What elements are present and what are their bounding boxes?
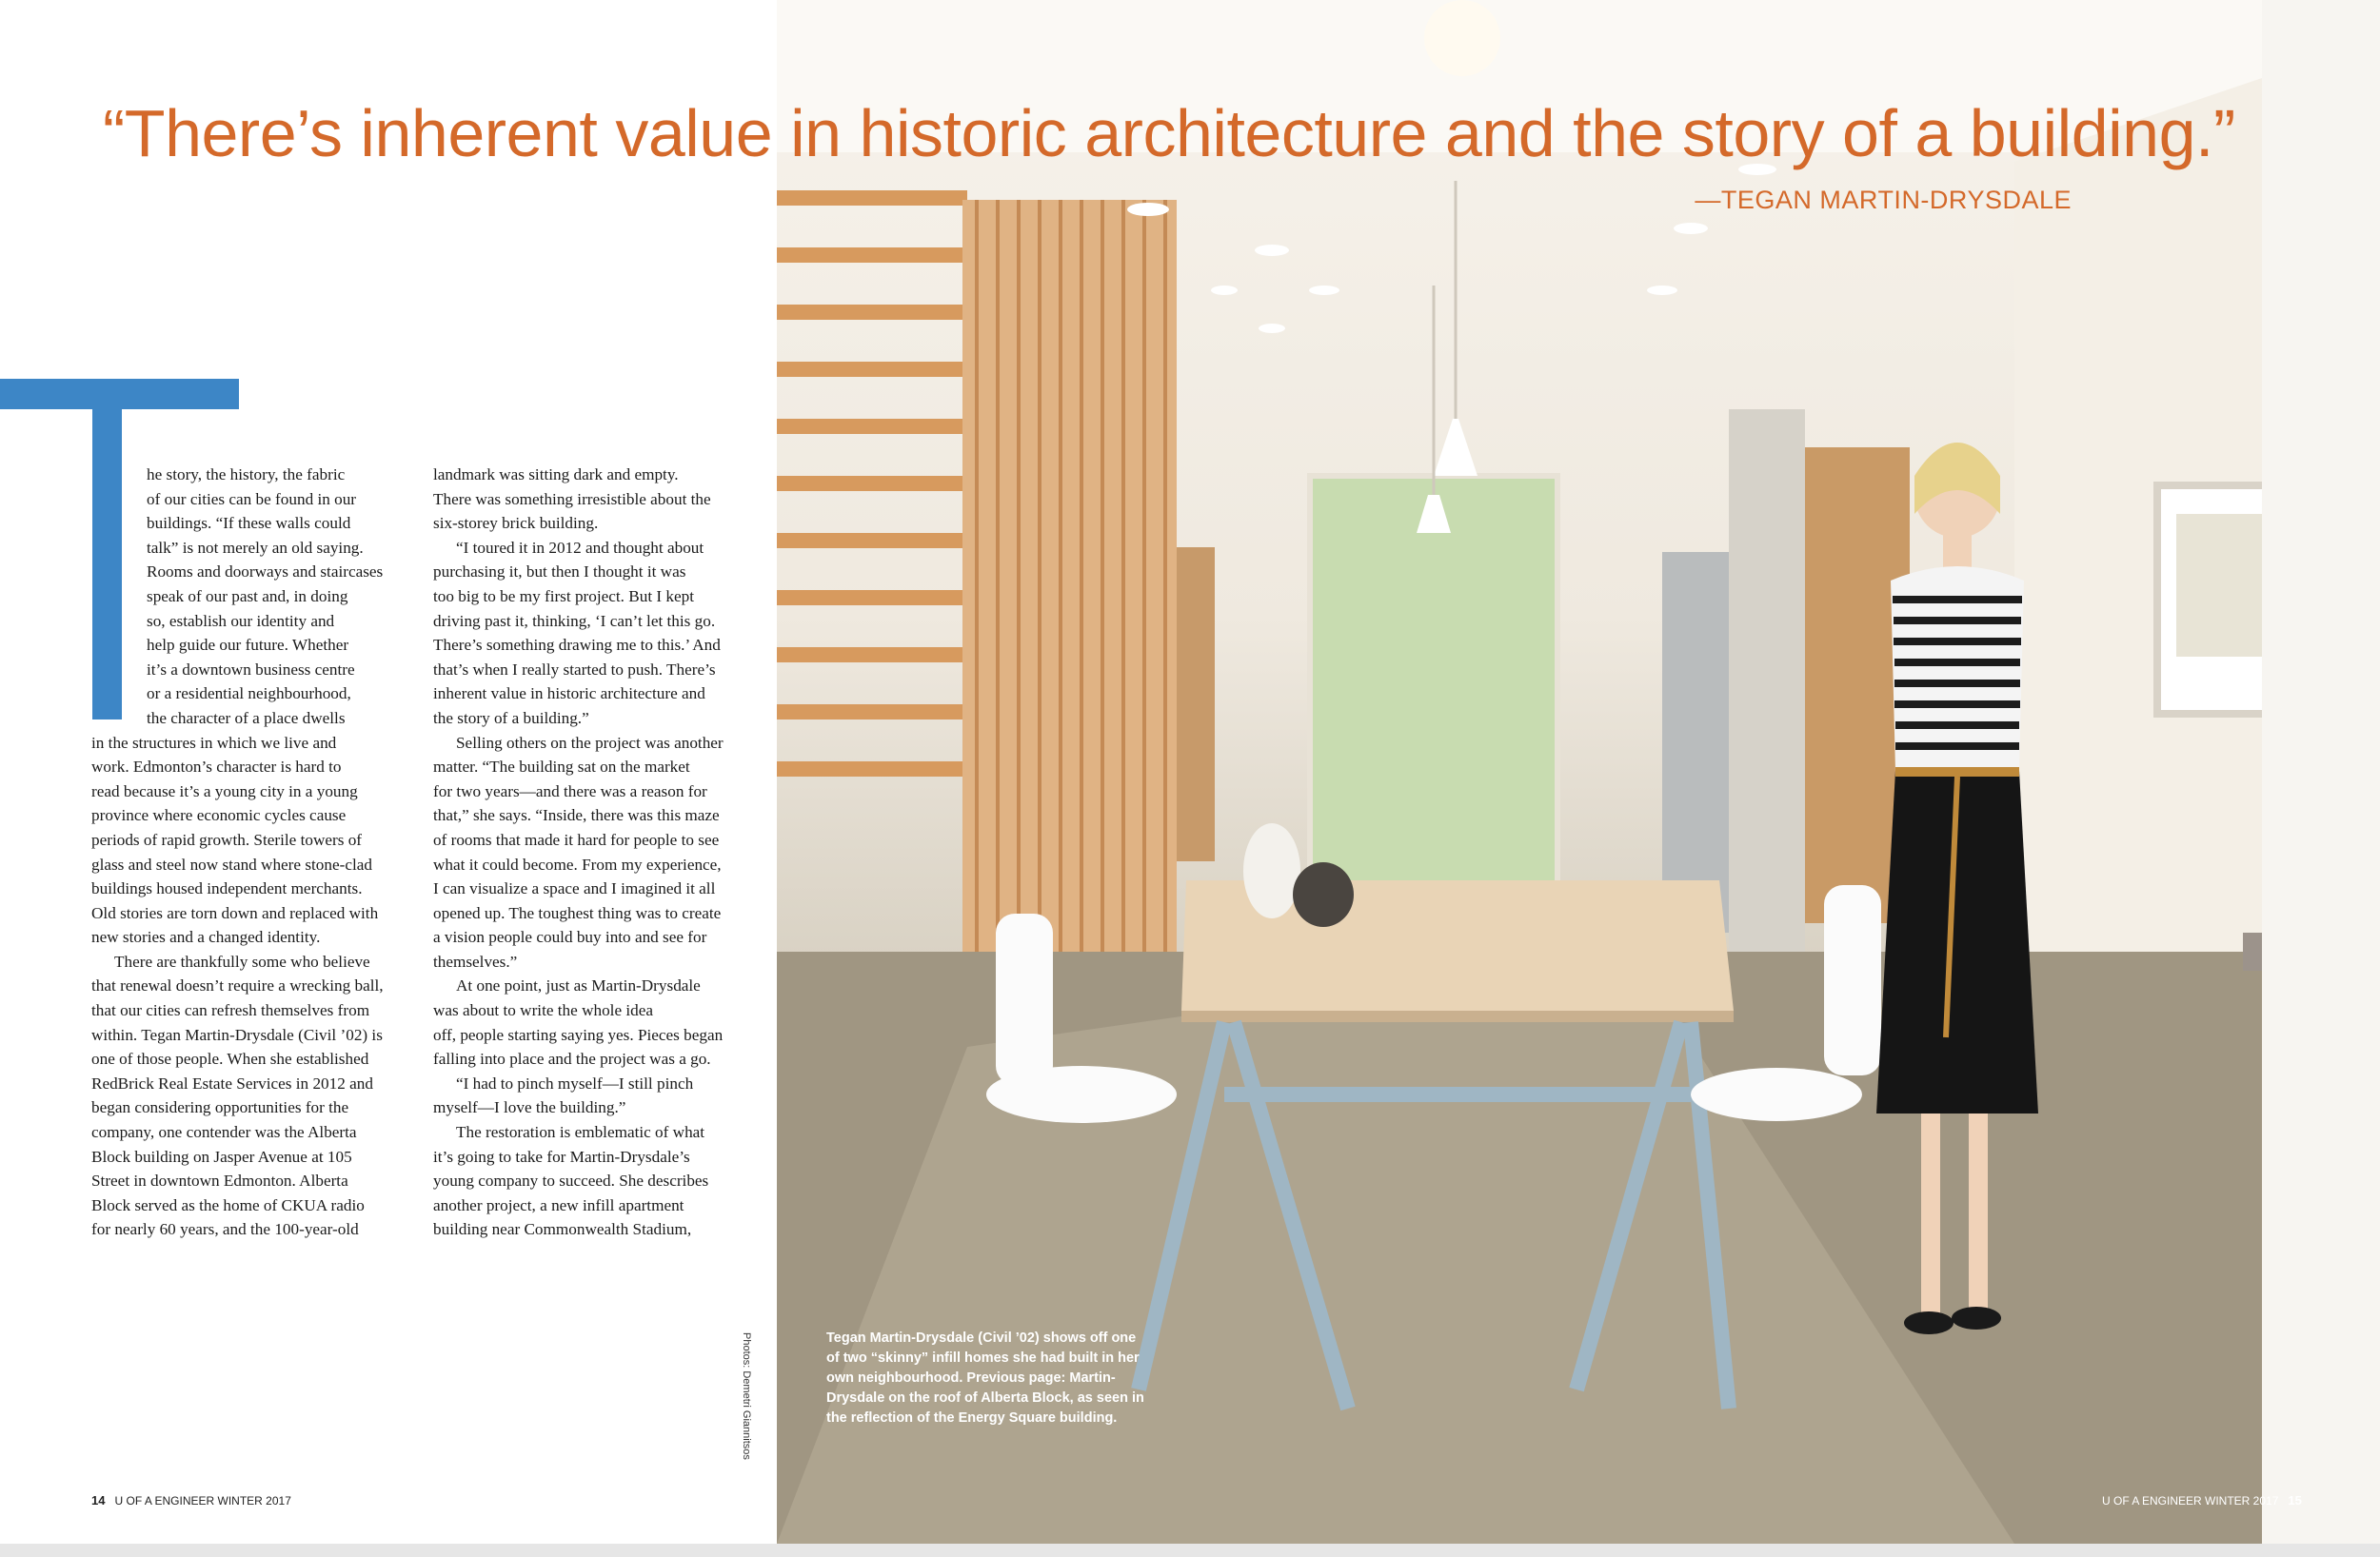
text-line: work. Edmonton’s character is hard to [91,758,342,777]
text-line: of rooms that made it hard for people to see [433,830,720,849]
text-line: inherent value in historic architecture and [433,684,705,703]
text-line: he story, the history, the fabric [147,465,346,483]
text-line: Rooms and doorways and staircases [147,562,384,581]
text-line: buildings. “If these walls could [147,514,351,533]
text-line: Block building on Jasper Avenue at 105 [91,1147,352,1166]
photo-credit: Photos: Demetri Giannitsos [741,1332,752,1460]
text-line: There’s something drawing me to this.’ And [433,636,721,655]
text-line: that’s when I really started to push. There’s [433,660,716,679]
pull-quote: “There’s inherent value in historic architecture and the story of a building.” [103,96,2235,170]
text-line: glass and steel now stand where stone-clad [91,855,372,874]
interior-photo [777,0,2380,1544]
text-line: company, one contender was the Alberta [91,1123,357,1142]
text-line: There was something irresistible about the [433,489,711,508]
text-line: Block served as the home of CKUA radio [91,1195,365,1214]
text-line: one of those people. When she established [91,1050,369,1069]
text-line: that our cities can refresh themselves from [91,1001,370,1020]
text-line: too big to be my first project. But I kept [433,586,695,605]
folio-left [91,1493,291,1508]
text-line: RedBrick Real Estate Services in 2012 and [91,1074,373,1093]
text-line: that renewal doesn’t require a wrecking ball, [91,976,384,995]
text-line: driving past it, thinking, ‘I can’t let this go. [433,611,716,630]
text-line: Old stories are torn down and replaced with [91,903,379,922]
text-line: six-storey brick building. [433,514,599,533]
text-line: within. Tegan Martin-Drysdale (Civil ’02) is [91,1025,383,1044]
text-line: for two years—and there was a reason for [433,781,707,800]
bottom-strip [0,1544,2380,1557]
text-line: opened up. The toughest thing was to create [433,903,722,922]
text-line: periods of rapid growth. Sterile towers of [91,830,363,849]
text-line: in the structures in which we live and [91,733,337,752]
text-line: a vision people could buy into and see for [433,928,707,947]
text-line: The restoration is emblematic of what [456,1123,705,1142]
text-line: “I toured it in 2012 and thought about [456,538,704,557]
photo-illustration [777,0,2380,1544]
text-line: so, establish our identity and [147,611,335,630]
text-line: that,” she says. “Inside, there was this maze [433,806,720,825]
text-line: off, people starting saying yes. Pieces began [433,1025,724,1044]
text-line: read because it’s a young city in a young [91,781,358,800]
text-line: landmark was sitting dark and empty. [433,465,679,483]
text-line: “I had to pinch myself—I still pinch [456,1074,694,1093]
text-line: the story of a building.” [433,708,589,727]
photo-caption: Tegan Martin-Drysdale (Civil ’02) shows off one of two “skinny” infill homes she had built in her own neighbourhood. Previous page: Martin-Drysdale on the roof of Alberta Block, as seen in the reflection of the Energy Square building. [826,1330,1144,1426]
text-line: young company to succeed. She describes [433,1172,709,1191]
text-line: There are thankfully some who believe [114,952,370,971]
article-column-2 [433,463,752,1242]
text-line: buildings housed independent merchants. [91,879,363,898]
folio-right-text: U OF A ENGINEER WINTER 2017 [2102,1494,2279,1508]
text-line: myself—I love the building.” [433,1098,626,1117]
text-line: of our cities can be found in our [147,489,357,508]
text-line: was about to write the whole idea [433,1001,654,1020]
text-line: purchasing it, but then I thought it was [433,562,686,581]
text-line: help guide our future. Whether [147,636,349,655]
text-line: what it could become. From my experience, [433,855,722,874]
pull-quote-attribution: —TEGAN MARTIN-DRYSDALE [1695,186,2072,214]
folio-right [2102,1493,2302,1508]
text-line: falling into place and the project was a go. [433,1050,711,1069]
text-line: another project, a new infill apartment [433,1195,684,1214]
text-line: talk” is not merely an old saying. [147,538,364,557]
page-number-right: 15 [2288,1493,2302,1508]
text-line: it’s going to take for Martin-Drysdale’s [433,1147,690,1166]
text-line: building near Commonwealth Stadium, [433,1220,692,1239]
text-line: Selling others on the project was another [456,733,724,752]
text-line: speak of our past and, in doing [147,586,348,605]
folio-left-text: U OF A ENGINEER WINTER 2017 [114,1494,291,1508]
text-line: themselves.” [433,952,518,971]
text-line: for nearly 60 years, and the 100-year-old [91,1220,359,1239]
text-line: new stories and a changed identity. [91,928,321,947]
text-line: the character of a place dwells [147,708,346,727]
text-line: At one point, just as Martin-Drysdale [456,976,701,995]
text-line: began considering opportunities for the [91,1098,349,1117]
article-column-1 [91,463,420,1242]
text-line: province where economic cycles cause [91,806,347,825]
text-line: or a residential neighbourhood, [147,684,351,703]
text-line: it’s a downtown business centre [147,660,355,679]
text-line: matter. “The building sat on the market [433,758,690,777]
page-number-left: 14 [91,1493,106,1508]
text-line: I can visualize a space and I imagined it all [433,879,716,898]
text-line: Street in downtown Edmonton. Alberta [91,1172,348,1191]
